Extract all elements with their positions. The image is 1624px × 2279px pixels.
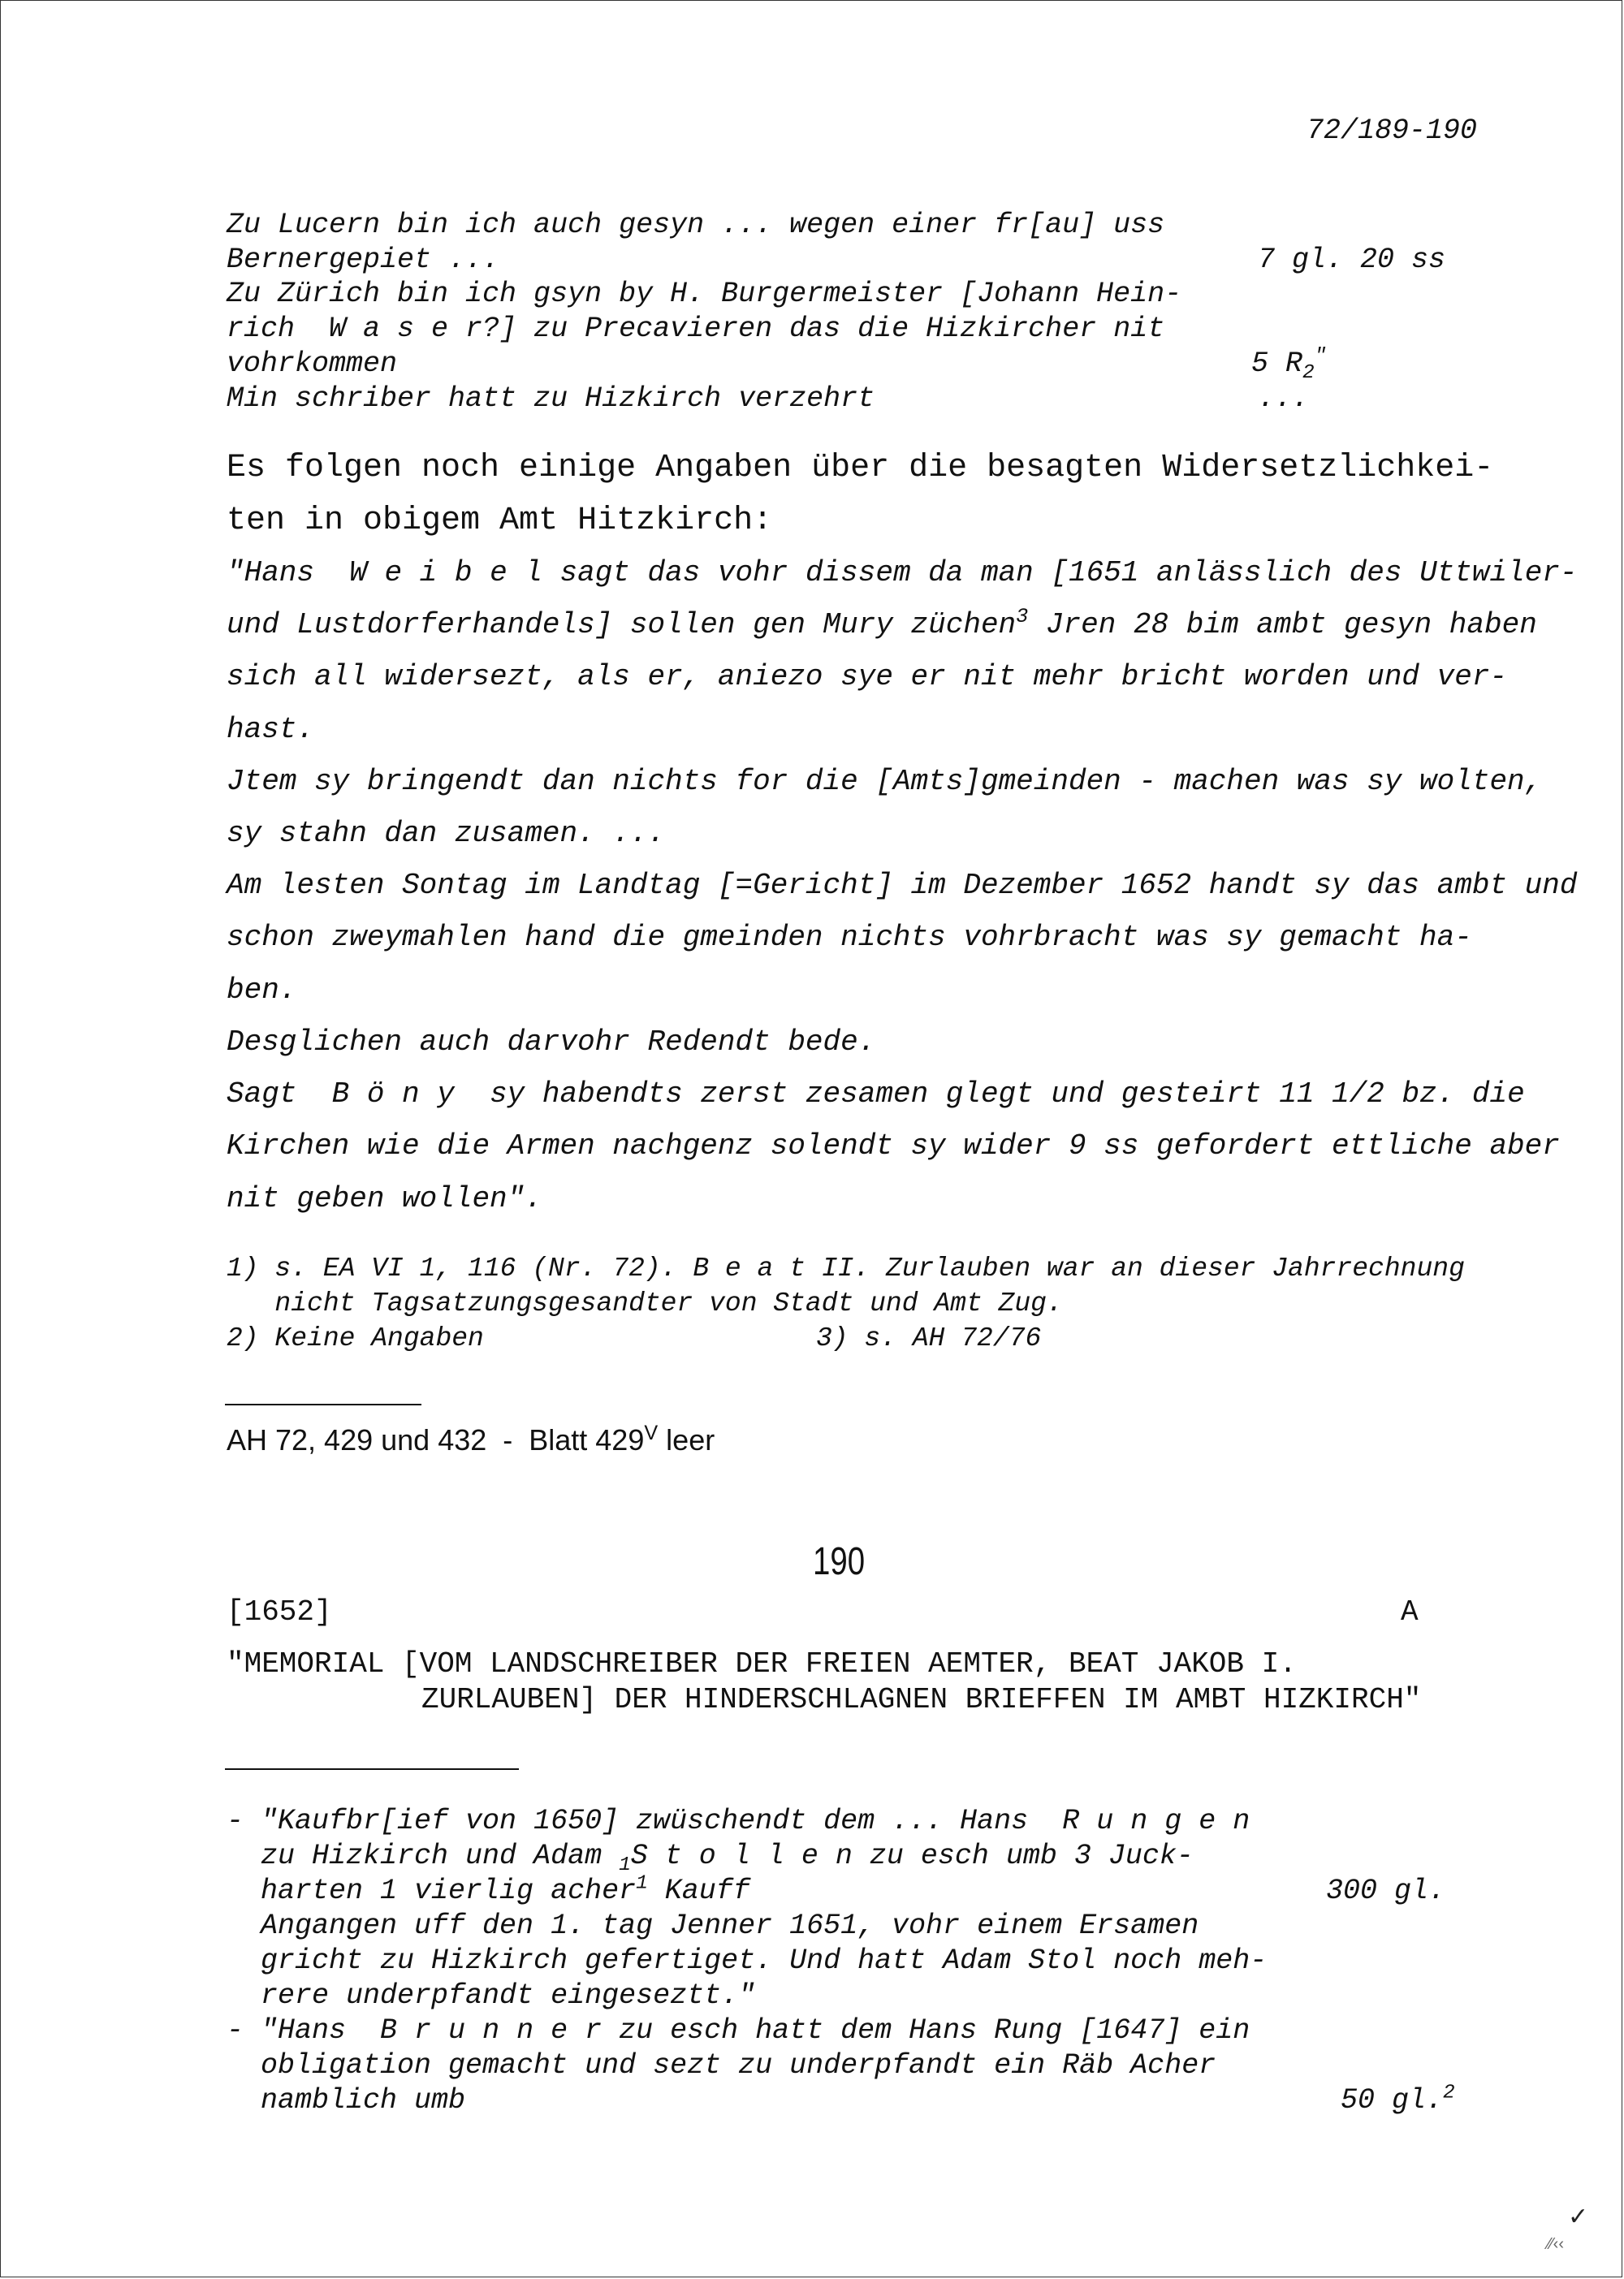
source-line-a: AH 72, 429 und 432 - Blatt 429 — [227, 1423, 645, 1457]
item-line-3 — [227, 1872, 750, 1907]
quote-line-2-footnote-mark: 3 — [1016, 605, 1029, 628]
expense-amount-2: 7 gl. 20 ss — [1258, 244, 1446, 276]
item-amount-2-footnote-mark: 2 — [1443, 2082, 1455, 2104]
item-line-7 — [227, 2014, 1250, 2047]
intro-line-2: ten in obigem Amt Hitzkirch: — [227, 503, 773, 539]
quote-line-13: nit geben wollen". — [227, 1182, 542, 1215]
expense-amount-5 — [1251, 345, 1327, 384]
quote-line-11-b: sy habendts zerst zesamen glegt und gesteirt 11 1/2 bz. die — [454, 1077, 1525, 1111]
quote-line-12: Kirchen wie die Armen nachgenz solendt sy wider 9 ss gefordert ettliche aber — [227, 1129, 1560, 1163]
item-line-1 — [227, 1805, 1250, 1837]
item-line-2-b: zu esch umb 3 Juck- — [852, 1840, 1194, 1872]
items-divider — [225, 1768, 519, 1770]
page-reference: 72/189-190 — [1307, 114, 1478, 147]
expense-amount-5-tail: " — [1314, 345, 1327, 368]
quote-line-10: Desglichen auch darvohr Redendt bede. — [227, 1025, 876, 1059]
quote-line-5: Jtem sy bringendt dan nichts for die [Amts]gmeinden - machen was sy wolten, — [227, 765, 1543, 798]
expense-line-4-spaced-name: W a s e r?] — [329, 313, 517, 345]
expense-line-4-a: rich — [227, 313, 296, 345]
item-line-3-footnote-mark: 1 — [636, 1872, 648, 1895]
source-line — [227, 1423, 715, 1457]
quote-line-11-spaced-name: B ö n y — [331, 1077, 455, 1111]
expense-amount-5-main: 5 R — [1251, 347, 1303, 380]
quote-line-7: Am lesten Sontag im Landtag [=Gericht] im Dezember 1652 handt sy das ambt und — [227, 869, 1578, 902]
entry-title-line-2: ZURLAUBEN] DER HINDERSCHLAGNEN BRIEFFEN IM AMBT HIZKIRCH" — [421, 1683, 1422, 1716]
expense-line-2: Bernergepiet ... — [227, 244, 500, 276]
footnote-3: 3) s. AH 72/76 — [816, 1323, 1042, 1353]
expense-line-3: Zu Zürich bin ich gsyn by H. Burgermeister [Johann Hein- — [227, 278, 1182, 310]
expense-line-4 — [227, 313, 1164, 345]
expense-line-4-b: zu Precavieren das die Hizkircher nit — [516, 313, 1165, 345]
footnote-1-continued: nicht Tagsatzungsgesandter von Stadt und Amt Zug. — [227, 1288, 1063, 1319]
expense-line-5: vohrkommen — [227, 347, 398, 380]
item-line-7-b: zu esch hatt dem Hans Rung [1647] ein — [602, 2014, 1250, 2047]
item-line-6: rere underpfandt eingeseztt." — [227, 1979, 756, 2012]
source-line-verso-mark: V — [644, 1422, 659, 1444]
item-line-2-a: zu Hizkirch und Adam — [227, 1840, 603, 1872]
intro-line-1: Es folgen noch einige Angaben über die besagten Widersetzlichkei- — [227, 450, 1494, 486]
quote-line-8: schon zweymahlen hand die gmeinden nichts vohrbracht was sy gemacht ha- — [227, 921, 1472, 954]
quote-line-3: sich all widersezt, als er, aniezo sye er nit mehr bricht worden und ver- — [227, 660, 1508, 693]
quote-line-9: ben. — [227, 973, 297, 1007]
quote-line-11-a: Sagt — [227, 1077, 297, 1111]
quote-line-11 — [227, 1077, 1525, 1111]
entry-letter: A — [1401, 1595, 1419, 1629]
item-line-3-a: harten 1 vierlig acher — [227, 1875, 637, 1907]
item-line-1-spaced-name: R u n g e n — [1062, 1805, 1250, 1837]
item-line-2-footnote-mark: 1 — [619, 1854, 631, 1876]
item-line-7-a: - "Hans — [227, 2014, 347, 2047]
footnote-1-spaced-name: B e a t — [693, 1254, 806, 1284]
item-line-4: Angangen uff den 1. tag Jenner 1651, vohr einem Ersamen — [227, 1910, 1199, 1942]
entry-title-line-1: "MEMORIAL [VOM LANDSCHREIBER DER FREIEN AEMTER, BEAT JAKOB I. — [227, 1647, 1297, 1681]
expense-line-6: Min schriber hatt zu Hizkirch verzehrt — [227, 382, 875, 415]
quote-line-1-a: "Hans — [227, 556, 315, 589]
quote-line-1 — [227, 556, 1578, 589]
quote-line-4: hast. — [227, 713, 315, 746]
item-line-3-b: Kauff — [647, 1875, 750, 1907]
section-divider — [225, 1404, 421, 1405]
footnote-2: 2) Keine Angaben — [227, 1323, 484, 1353]
quote-line-1-b: sagt das vohr dissem da man [1651 anlässlich des Uttwiler- — [542, 556, 1578, 589]
item-line-2 — [227, 1840, 1194, 1876]
footnote-1-a: 1) s. EA VI 1, 116 (Nr. 72). — [227, 1254, 677, 1284]
item-line-5: gricht zu Hizkirch gefertiget. Und hatt Adam Stol noch meh- — [227, 1944, 1268, 1977]
entry-date: [1652] — [227, 1595, 332, 1629]
quote-line-2-b: Jren 28 bim ambt gesyn haben — [1028, 608, 1537, 641]
quote-line-1-spaced-name: W e i b e l — [349, 556, 542, 589]
expense-amount-6: ... — [1258, 382, 1310, 415]
footnote-1-b: II. Zurlauben war an dieser Jahrrechnung — [805, 1254, 1465, 1284]
item-amount-1: 300 gl. — [1326, 1875, 1446, 1907]
check-mark: ✓ — [1568, 2203, 1589, 2230]
item-line-8: obligation gemacht und sezt zu underpfandt ein Räb Acher — [227, 2049, 1216, 2082]
quote-line-2-a: und Lustdorferhandels] sollen gen Mury züchen — [227, 608, 1017, 641]
quote-line-6: sy stahn dan zusamen. ... — [227, 817, 666, 850]
scribble-mark: ⁄⁄‹‹ — [1548, 2235, 1564, 2253]
expense-line-1: Zu Lucern bin ich auch gesyn ... wegen einer fr[au] uss — [227, 209, 1165, 241]
item-line-1-a: - "Kaufbr[ief von 1650] zwüschendt dem ... Hans — [227, 1805, 1029, 1837]
item-line-2-spaced-name: S t o l l e n — [630, 1840, 853, 1872]
item-amount-2-main: 50 gl. — [1341, 2084, 1444, 2117]
footnote-1 — [227, 1254, 1465, 1284]
item-line-7-spaced-name: B r u n n e r — [380, 2014, 603, 2047]
entry-number: 190 — [813, 1540, 866, 1583]
item-amount-2 — [1341, 2084, 1455, 2117]
expense-amount-5-sub: 2 — [1302, 362, 1315, 384]
source-line-b: leer — [658, 1423, 715, 1457]
item-line-9: namblich umb — [227, 2084, 466, 2117]
quote-line-2 — [227, 605, 1537, 641]
